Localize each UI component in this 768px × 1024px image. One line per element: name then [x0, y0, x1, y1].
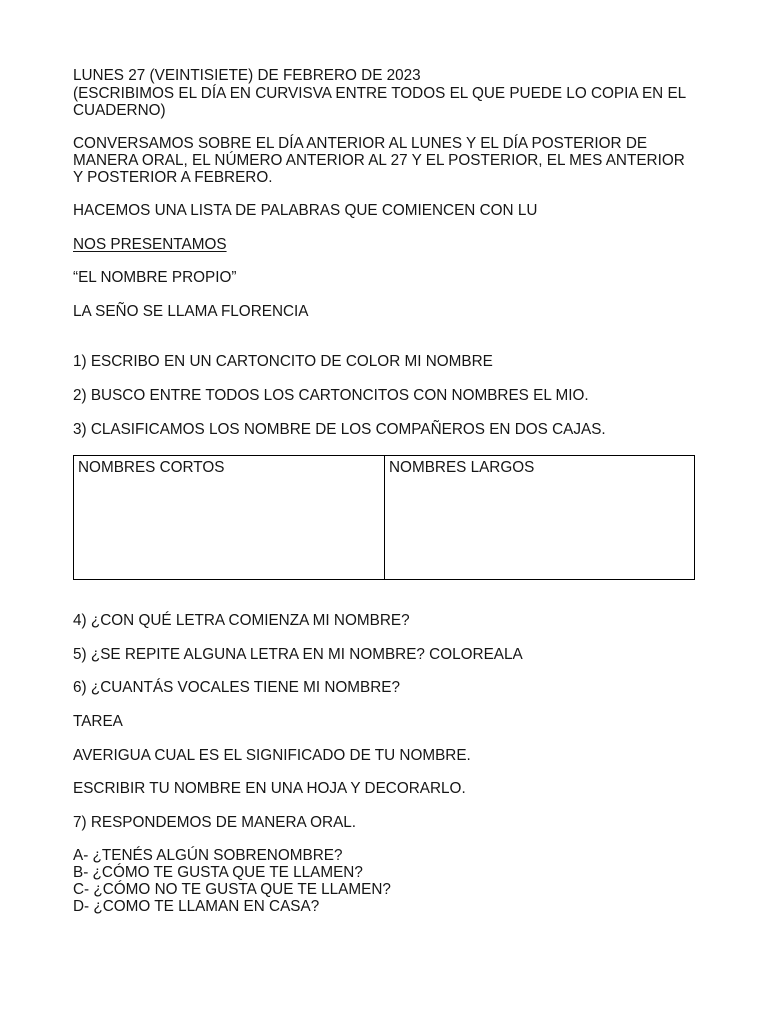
date-note-line: CUADERNO): [73, 102, 166, 119]
oral-question: A- ¿TENÉS ALGÚN SOBRENOMBRE?: [73, 847, 343, 864]
oral-question: D- ¿COMO TE LLAMAN EN CASA?: [73, 898, 320, 915]
word-list-instruction: HACEMOS UNA LISTA DE PALABRAS QUE COMIENCEN CON LU: [73, 202, 538, 219]
step-item: 1) ESCRIBO EN UN CARTONCITO DE COLOR MI NOMBRE: [73, 353, 493, 370]
oral-title: 7) RESPONDEMOS DE MANERA ORAL.: [73, 814, 357, 831]
short-names-header: NOMBRES CORTOS: [78, 459, 225, 476]
long-names-cell: [385, 456, 694, 579]
long-names-header: NOMBRES LARGOS: [389, 459, 535, 476]
paragraph-line: MANERA ORAL, EL NÚMERO ANTERIOR AL 27 Y EL POSTERIOR, EL MES ANTERIOR: [73, 152, 685, 169]
subtitle: “EL NOMBRE PROPIO”: [73, 269, 237, 286]
teacher-name-line: LA SEÑO SE LLAMA FLORENCIA: [73, 303, 309, 320]
question-item: 4) ¿CON QUÉ LETRA COMIENZA MI NOMBRE?: [73, 612, 410, 629]
paragraph-line: CONVERSAMOS SOBRE EL DÍA ANTERIOR AL LUNES Y EL DÍA POSTERIOR DE: [73, 135, 648, 152]
step-item: 3) CLASIFICAMOS LOS NOMBRE DE LOS COMPAÑEROS EN DOS CAJAS.: [73, 421, 606, 438]
question-item: 6) ¿CUANTÁS VOCALES TIENE MI NOMBRE?: [73, 679, 400, 696]
section-title: NOS PRESENTAMOS: [73, 236, 227, 253]
short-names-cell: [74, 456, 385, 579]
step-item: 2) BUSCO ENTRE TODOS LOS CARTONCITOS CON NOMBRES EL MIO.: [73, 387, 589, 404]
homework-item: AVERIGUA CUAL ES EL SIGNIFICADO DE TU NOMBRE.: [73, 747, 471, 764]
homework-item: ESCRIBIR TU NOMBRE EN UNA HOJA Y DECORARLO.: [73, 780, 466, 797]
names-classification-table: [73, 455, 695, 580]
date-note-line: (ESCRIBIMOS EL DÍA EN CURVISVA ENTRE TODOS EL QUE PUEDE LO COPIA EN EL: [73, 85, 687, 102]
oral-question: B- ¿CÓMO TE GUSTA QUE TE LLAMEN?: [73, 864, 363, 881]
oral-question: C- ¿CÓMO NO TE GUSTA QUE TE LLAMEN?: [73, 881, 391, 898]
homework-title: TAREA: [73, 713, 123, 730]
date-line: LUNES 27 (VEINTISIETE) DE FEBRERO DE 2023: [73, 67, 421, 84]
paragraph-line: Y POSTERIOR A FEBRERO.: [73, 169, 273, 186]
question-item: 5) ¿SE REPITE ALGUNA LETRA EN MI NOMBRE? COLOREALA: [73, 646, 523, 663]
